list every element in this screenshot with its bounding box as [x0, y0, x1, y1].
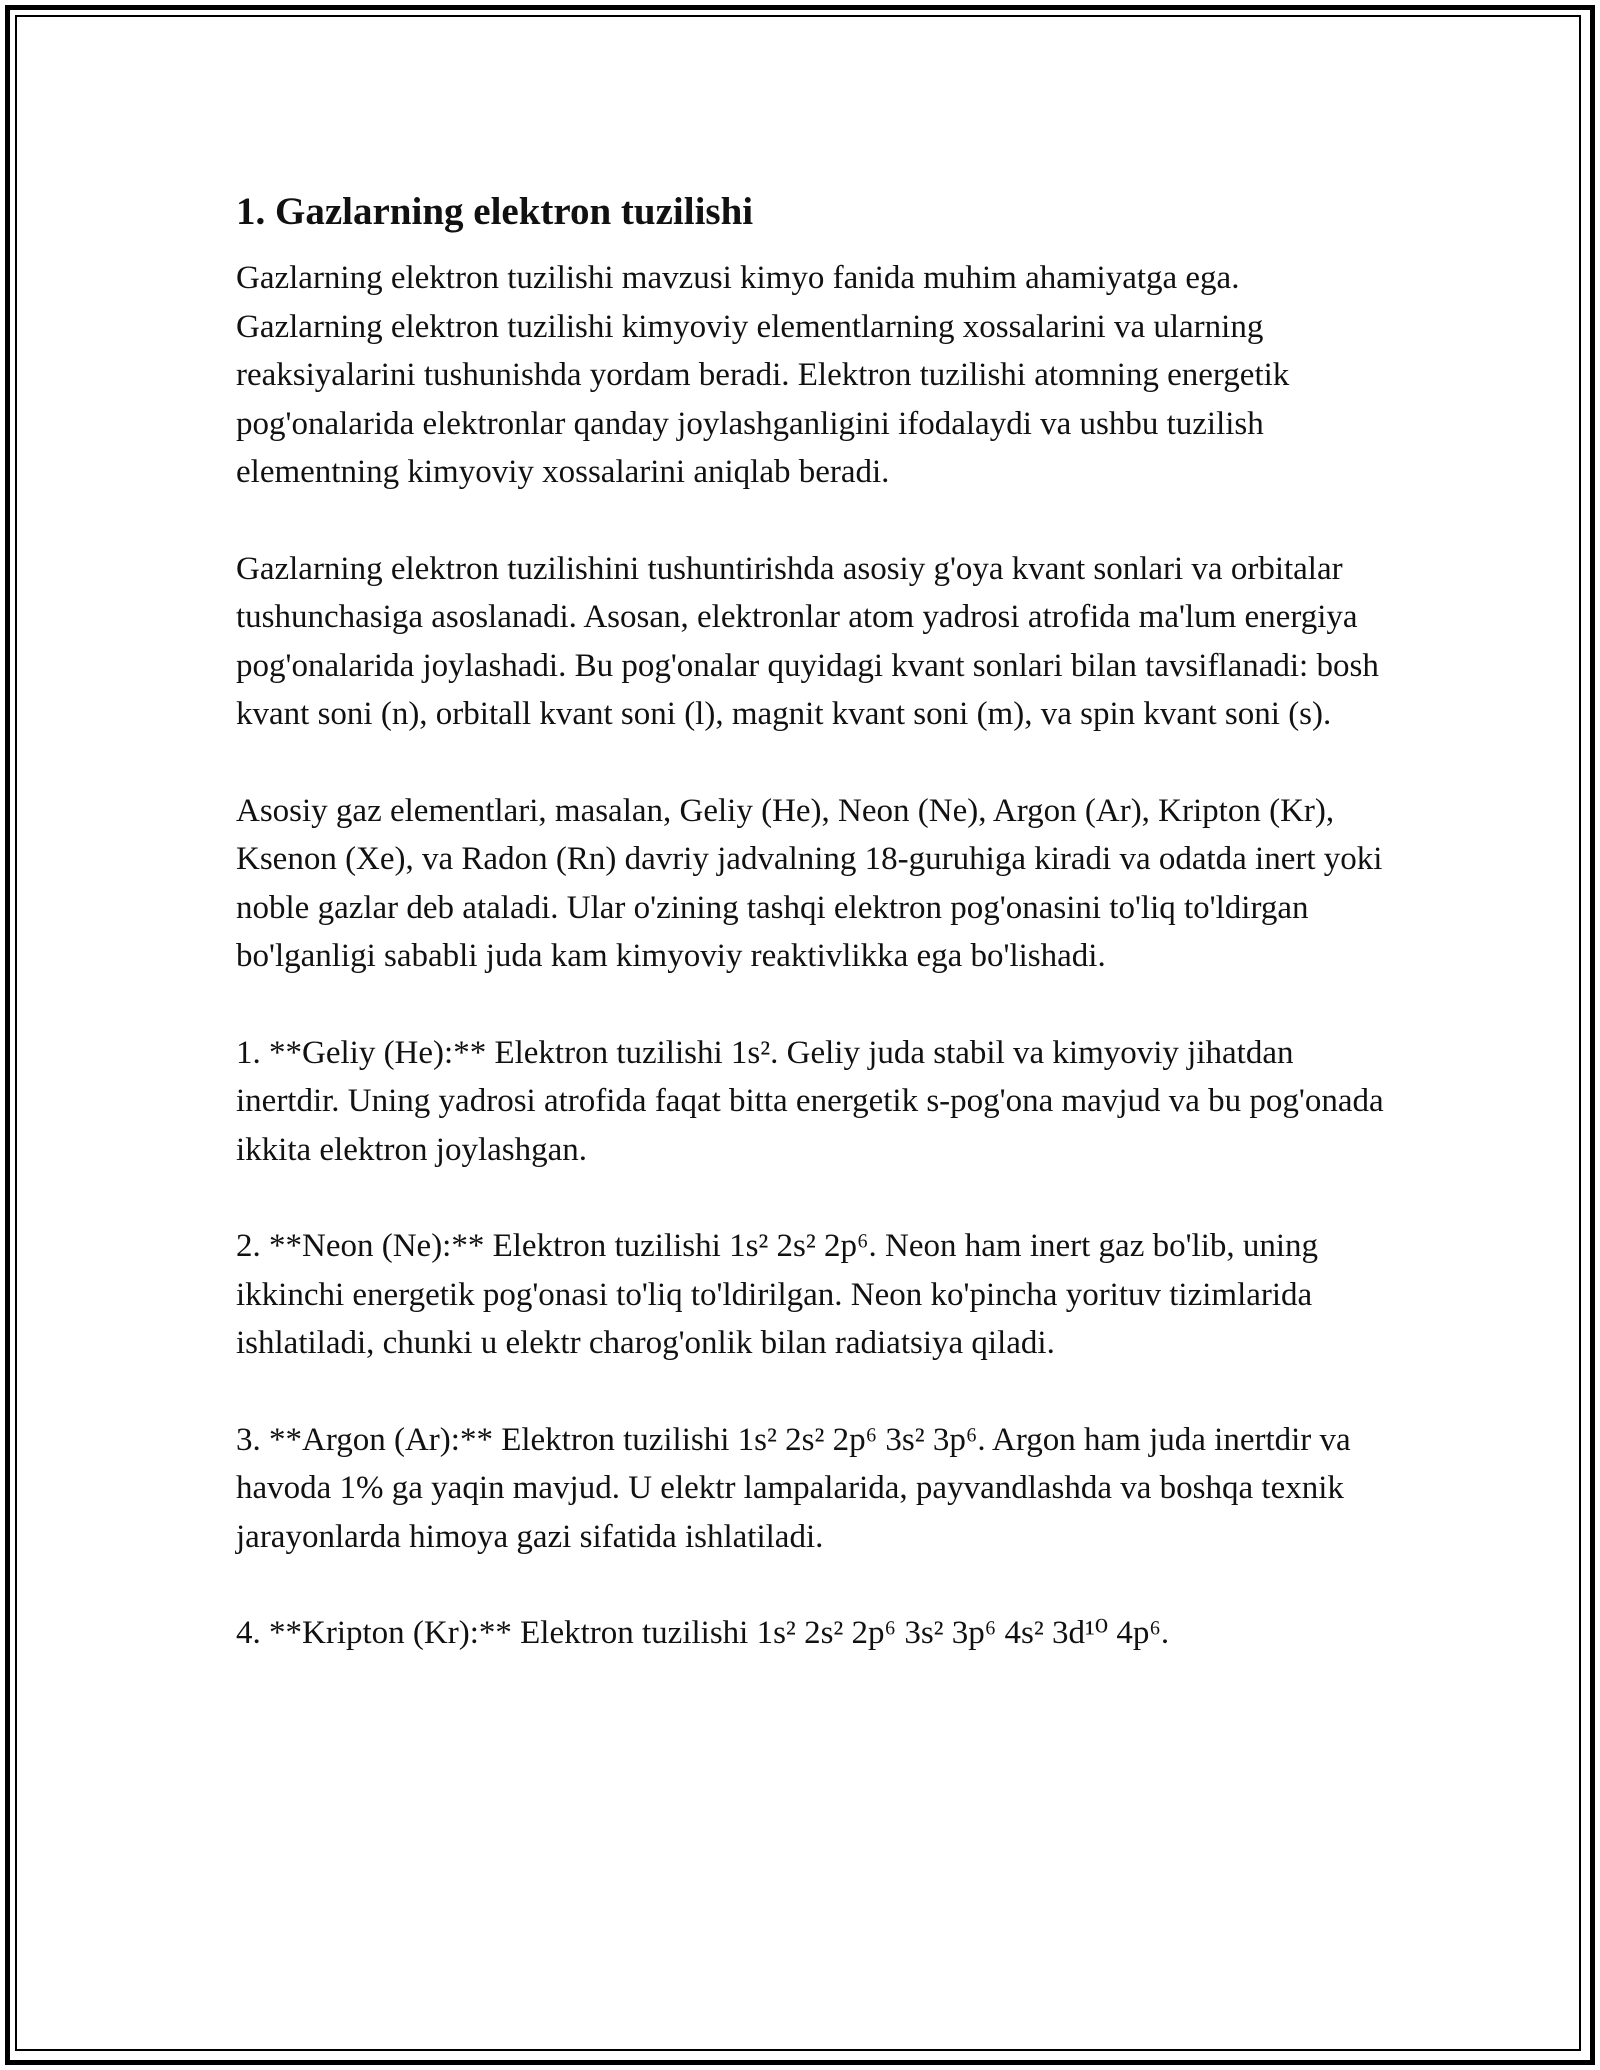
paragraph-intro: Gazlarning elektron tuzilishi mavzusi kimyo fanida muhim ahamiyatga ega. Gazlarning elektron tuzilishi kimyoviy elementlarning xossalarini va ularning reaksiyalarini tushunishda yordam beradi. Elektron tuzilishi atomning energetik pog'onalarida elektronlar qanday joylashganligini ifodalaydi va ushbu tuzilish elementning kimyoviy xossalarini aniqlab beradi.	[236, 260, 1290, 490]
list-item-helium: 1. **Geliy (He):** Elektron tuzilishi 1s². Geliy juda stabil va kimyoviy jihatdan inertdir. Uning yadrosi atrofida faqat bitta energetik s-pog'ona mavjud va bu pog'onada ikkita elektron joylashgan.	[236, 1034, 1384, 1168]
list-item-krypton: 4. **Kripton (Kr):** Elektron tuzilishi 1s² 2s² 2p⁶ 3s² 3p⁶ 4s² 3d¹⁰ 4p⁶.	[236, 1615, 1170, 1651]
paragraph-noble-gases: Asosiy gaz elementlari, masalan, Geliy (He), Neon (Ne), Argon (Ar), Kripton (Kr), Ksenon (Xe), va Radon (Rn) davriy jadvalning 18-guruhiga kiradi va odatda inert yoki noble gazlar deb ataladi. Ular o'zining tashqi elektron pog'onasini to'liq to'ldirgan bo'lganligi sababli juda kam kimyoviy reaktivlikka ega bo'lishadi.	[236, 792, 1383, 974]
list-item-neon: 2. **Neon (Ne):** Elektron tuzilishi 1s² 2s² 2p⁶. Neon ham inert gaz bo'lib, uning ikkinchi energetik pog'onasi to'liq to'ldirilgan. Neon ko'pincha yorituv tizimlarida ishlatiladi, chunki u elektr charog'onlik bilan radiatsiya qiladi.	[236, 1228, 1319, 1361]
document-body	[236, 186, 1386, 1706]
paragraph-quantum-numbers: Gazlarning elektron tuzilishini tushuntirishda asosiy g'oya kvant sonlari va orbitalar tushunchasiga asoslanadi. Asosan, elektronlar atom yadrosi atrofida ma'lum energiya pog'onalarida joylashadi. Bu pog'onalar quyidagi kvant sonlari bilan tavsiflanadi: bosh kvant soni (n), orbitall kvant soni (l), magnit kvant soni (m), va spin kvant soni (s).	[236, 550, 1379, 732]
section-heading: 1. Gazlarning elektron tuzilishi	[236, 190, 754, 233]
list-item-argon: 3. **Argon (Ar):** Elektron tuzilishi 1s² 2s² 2p⁶ 3s² 3p⁶. Argon ham juda inertdir va havoda 1% ga yaqin mavjud. U elektr lampalarida, payvandlashda va boshqa texnik jarayonlarda himoya gazi sifatida ishlatiladi.	[236, 1421, 1351, 1555]
